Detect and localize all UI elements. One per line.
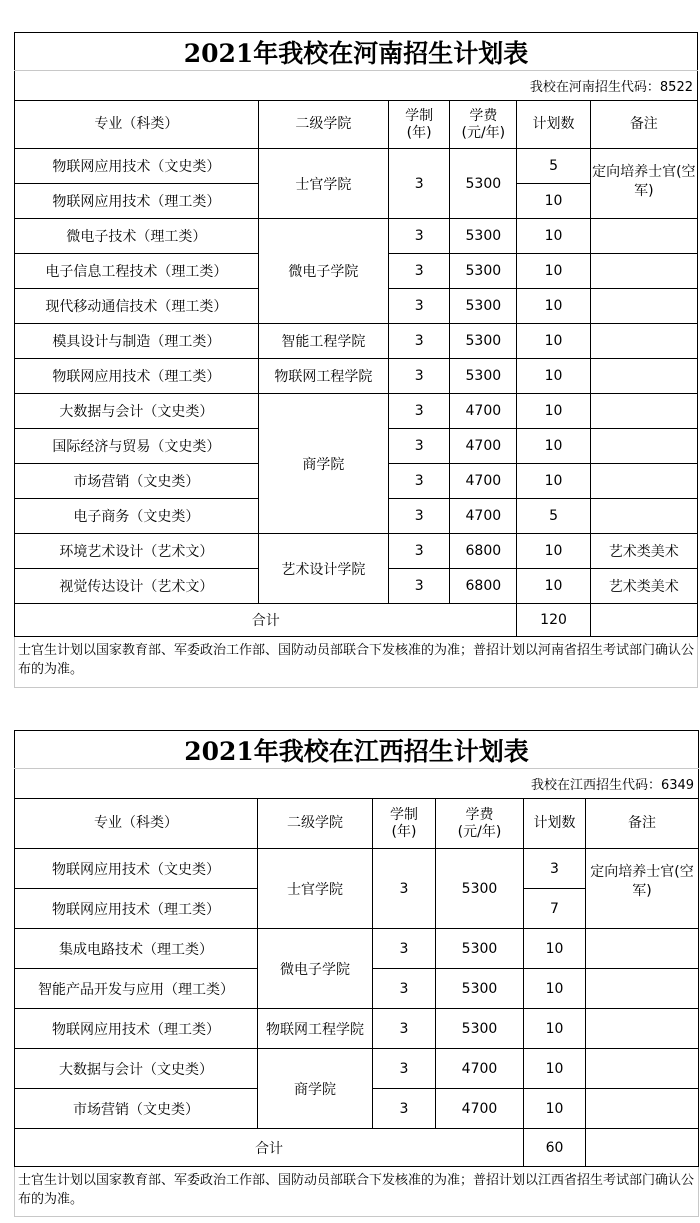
major-cell: 智能产品开发与应用（理工类）: [15, 969, 258, 1009]
remark-cell: [586, 1049, 699, 1089]
college-cell: 智能工程学院: [258, 324, 388, 359]
remark-cell: [590, 429, 697, 464]
table-row: [15, 219, 698, 254]
remark-cell: [590, 394, 697, 429]
plan-cell: 10: [517, 219, 590, 254]
plan-cell: 10: [517, 429, 590, 464]
total-value: 120: [517, 604, 590, 637]
major-cell: 集成电路技术（理工类）: [15, 929, 258, 969]
header-major: 专业（科类）: [15, 799, 258, 849]
table-row: [15, 929, 699, 969]
plan-cell: 10: [517, 289, 590, 324]
admission-code: 我校在江西招生代码：6349: [15, 769, 699, 799]
fee-cell: 4700: [450, 499, 517, 534]
years-cell: 3: [389, 429, 450, 464]
years-cell: 3: [373, 1009, 436, 1049]
plan-cell: 3: [524, 849, 586, 889]
remark-cell: [590, 604, 697, 637]
college-cell: 士官学院: [258, 849, 373, 929]
major-cell: 大数据与会计（文史类）: [15, 1049, 258, 1089]
remark-cell: [590, 219, 697, 254]
remark-cell: [590, 254, 697, 289]
college-cell: 士官学院: [258, 149, 388, 219]
jiangxi-plan-table: [14, 730, 698, 1217]
table-row: [15, 1049, 699, 1089]
years-cell: 3: [389, 289, 450, 324]
years-cell: 3: [389, 499, 450, 534]
years-cell: 3: [389, 464, 450, 499]
plan-cell: 10: [517, 569, 590, 604]
remark-cell: [590, 359, 697, 394]
remark-cell: 定向培养士官(空军): [590, 149, 697, 219]
remark-cell: [586, 1009, 699, 1049]
major-cell: 物联网应用技术（文史类）: [15, 849, 258, 889]
remark-cell: [590, 499, 697, 534]
table-row: [15, 149, 698, 184]
years-cell: 3: [373, 1049, 436, 1089]
major-cell: 市场营销（文史类）: [15, 464, 259, 499]
major-cell: 物联网应用技术（理工类）: [15, 359, 259, 394]
college-cell: 物联网工程学院: [258, 1009, 373, 1049]
fee-cell: 5300: [436, 1009, 524, 1049]
total-label: 合计: [15, 604, 517, 637]
table-row: [15, 849, 699, 889]
major-cell: 物联网应用技术（理工类）: [15, 889, 258, 929]
major-cell: 市场营销（文史类）: [15, 1089, 258, 1129]
remark-cell: [590, 289, 697, 324]
fee-cell: 5300: [450, 149, 517, 219]
header-years: 学制 (年): [373, 799, 436, 849]
fee-cell: 5300: [450, 324, 517, 359]
total-value: 60: [524, 1129, 586, 1167]
plan-cell: 10: [517, 464, 590, 499]
table-row: [15, 359, 698, 394]
footnote: 士官生计划以国家教育部、军委政治工作部、国防动员部联合下发核准的为准；普招计划以江西省招生考试部门确认公布的为准。: [15, 1167, 699, 1217]
fee-cell: 5300: [436, 929, 524, 969]
major-cell: 物联网应用技术（理工类）: [15, 184, 259, 219]
years-cell: 3: [389, 324, 450, 359]
table-title: 2021年我校在河南招生计划表: [15, 33, 698, 71]
table-row: [15, 534, 698, 569]
plan-cell: 10: [517, 254, 590, 289]
henan-plan-table: [14, 32, 698, 688]
fee-cell: 5300: [450, 219, 517, 254]
plan-cell: 10: [524, 1089, 586, 1129]
plan-cell: 5: [517, 149, 590, 184]
years-cell: 3: [373, 929, 436, 969]
plan-cell: 10: [524, 929, 586, 969]
major-cell: 大数据与会计（文史类）: [15, 394, 259, 429]
college-cell: 微电子学院: [258, 219, 388, 324]
years-cell: 3: [373, 849, 436, 929]
table-row: [15, 324, 698, 359]
fee-cell: 6800: [450, 534, 517, 569]
header-plan: 计划数: [517, 101, 590, 149]
fee-cell: 5300: [450, 289, 517, 324]
plan-cell: 5: [517, 499, 590, 534]
years-cell: 3: [373, 969, 436, 1009]
remark-cell: [590, 324, 697, 359]
remark-cell: [586, 1129, 699, 1167]
college-cell: 商学院: [258, 1049, 373, 1129]
header-college: 二级学院: [258, 799, 373, 849]
major-cell: 物联网应用技术（理工类）: [15, 1009, 258, 1049]
fee-cell: 4700: [450, 464, 517, 499]
plan-cell: 10: [517, 184, 590, 219]
major-cell: 视觉传达设计（艺术文）: [15, 569, 259, 604]
years-cell: 3: [389, 394, 450, 429]
major-cell: 电子信息工程技术（理工类）: [15, 254, 259, 289]
college-cell: 微电子学院: [258, 929, 373, 1009]
remark-cell: 定向培养士官(空军): [586, 849, 699, 929]
header-major: 专业（科类）: [15, 101, 259, 149]
years-cell: 3: [389, 149, 450, 219]
header-remark: 备注: [590, 101, 697, 149]
college-cell: 商学院: [258, 394, 388, 534]
table-title: 2021年我校在江西招生计划表: [15, 731, 699, 769]
fee-cell: 4700: [450, 429, 517, 464]
remark-cell: [586, 1089, 699, 1129]
table-row: [15, 394, 698, 429]
years-cell: 3: [389, 359, 450, 394]
years-cell: 3: [389, 254, 450, 289]
remark-cell: 艺术类美术: [590, 569, 697, 604]
footnote: 士官生计划以国家教育部、军委政治工作部、国防动员部联合下发核准的为准；普招计划以河南省招生考试部门确认公布的为准。: [15, 637, 698, 688]
header-fee: 学费 (元/年): [436, 799, 524, 849]
fee-cell: 5300: [450, 359, 517, 394]
plan-cell: 10: [517, 324, 590, 359]
college-cell: 物联网工程学院: [258, 359, 388, 394]
years-cell: 3: [389, 534, 450, 569]
fee-cell: 5300: [450, 254, 517, 289]
fee-cell: 6800: [450, 569, 517, 604]
header-fee: 学费 (元/年): [450, 101, 517, 149]
header-remark: 备注: [586, 799, 699, 849]
remark-cell: 艺术类美术: [590, 534, 697, 569]
plan-cell: 10: [517, 359, 590, 394]
total-row: [15, 1129, 699, 1167]
major-cell: 现代移动通信技术（理工类）: [15, 289, 259, 324]
total-label: 合计: [15, 1129, 524, 1167]
college-cell: 艺术设计学院: [258, 534, 388, 604]
fee-cell: 4700: [450, 394, 517, 429]
years-cell: 3: [389, 569, 450, 604]
years-cell: 3: [389, 219, 450, 254]
plan-cell: 10: [524, 1009, 586, 1049]
fee-cell: 4700: [436, 1049, 524, 1089]
plan-cell: 10: [517, 394, 590, 429]
years-cell: 3: [373, 1089, 436, 1129]
major-cell: 物联网应用技术（文史类）: [15, 149, 259, 184]
fee-cell: 4700: [436, 1089, 524, 1129]
header-college: 二级学院: [258, 101, 388, 149]
header-years: 学制 (年): [389, 101, 450, 149]
total-row: [15, 604, 698, 637]
fee-cell: 5300: [436, 849, 524, 929]
remark-cell: [586, 969, 699, 1009]
major-cell: 国际经济与贸易（文史类）: [15, 429, 259, 464]
major-cell: 环境艺术设计（艺术文）: [15, 534, 259, 569]
plan-cell: 7: [524, 889, 586, 929]
fee-cell: 5300: [436, 969, 524, 1009]
remark-cell: [590, 464, 697, 499]
plan-cell: 10: [524, 969, 586, 1009]
plan-cell: 10: [524, 1049, 586, 1089]
admission-code: 我校在河南招生代码：8522: [15, 71, 698, 101]
table-row: [15, 1009, 699, 1049]
header-plan: 计划数: [524, 799, 586, 849]
major-cell: 模具设计与制造（理工类）: [15, 324, 259, 359]
major-cell: 电子商务（文史类）: [15, 499, 259, 534]
major-cell: 微电子技术（理工类）: [15, 219, 259, 254]
remark-cell: [586, 929, 699, 969]
plan-cell: 10: [517, 534, 590, 569]
